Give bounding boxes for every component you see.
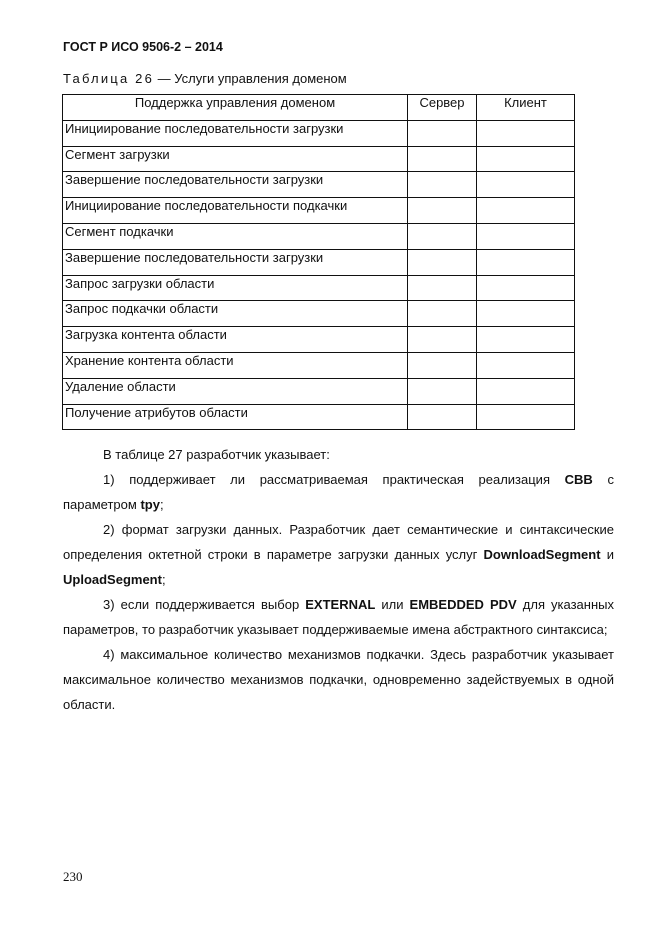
domain-management-table [62, 94, 575, 430]
table-caption-title: — Услуги управления доменом [157, 71, 347, 86]
item-2-term-download-segment: DownloadSegment [483, 547, 601, 562]
item-3-text-c: или [375, 597, 410, 612]
item-4-paragraph: 4) максимальное количество механизмов подкачки. Здесь разработчик указывает максимальное количество механизмов подкачки, одновременно задействуемых в одной области. [63, 647, 614, 712]
service-name-cell: Завершение последовательности загрузки [63, 172, 408, 198]
server-cell [408, 120, 477, 146]
table-row [63, 223, 575, 249]
table-row [63, 198, 575, 224]
item-3-term-external: EXTERNAL [305, 597, 376, 612]
table-row [63, 146, 575, 172]
table-row [63, 249, 575, 275]
table-row [63, 352, 575, 378]
header-client: Клиент [477, 95, 575, 121]
header-domain-support: Поддержка управления доменом [63, 95, 408, 121]
client-cell [477, 352, 575, 378]
table-caption-label: Таблица 26 [63, 71, 155, 86]
item-1-paragraph [63, 467, 614, 517]
server-cell [408, 223, 477, 249]
table-row [63, 327, 575, 353]
intro-paragraph: В таблице 27 разработчик указывает: [103, 447, 330, 462]
table-row [63, 120, 575, 146]
item-2-text-a: 2) формат загрузки данных. Разработчик дает семантические и синтаксические определения октетной строки в параметре загрузки данных услуг [63, 522, 614, 562]
server-cell [408, 301, 477, 327]
item-1-text-e: ; [159, 497, 164, 512]
standard-header: ГОСТ Р ИСО 9506-2 – 2014 [63, 40, 223, 54]
body-text [63, 442, 614, 717]
item-1-text-a: 1) поддерживает ли рассматриваемая практическая реализация [103, 472, 565, 487]
item-1-term-tpy: tpy [140, 497, 160, 512]
table-row [63, 301, 575, 327]
client-cell [477, 404, 575, 430]
client-cell [477, 146, 575, 172]
service-name-cell: Инициирование последовательности подкачки [63, 198, 408, 224]
client-cell [477, 198, 575, 224]
item-3-term-embedded-pdv: EMBEDDED PDV [409, 597, 517, 612]
item-1-text-c: с параметром [63, 472, 614, 512]
server-cell [408, 172, 477, 198]
service-name-cell: Сегмент загрузки [63, 146, 408, 172]
table-row [63, 378, 575, 404]
client-cell [477, 223, 575, 249]
table-row [63, 172, 575, 198]
service-name-cell: Сегмент подкачки [63, 223, 408, 249]
item-2-text-e: ; [161, 572, 166, 587]
item-2-paragraph [63, 517, 614, 592]
server-cell [408, 378, 477, 404]
service-name-cell: Запрос подкачки области [63, 301, 408, 327]
item-1-term-svv: СВВ [564, 472, 593, 487]
client-cell [477, 378, 575, 404]
service-name-cell: Удаление области [63, 378, 408, 404]
item-2-term-upload-segment: UploadSegment [63, 572, 162, 587]
header-server: Сервер [408, 95, 477, 121]
server-cell [408, 249, 477, 275]
table-row [63, 404, 575, 430]
client-cell [477, 327, 575, 353]
server-cell [408, 198, 477, 224]
server-cell [408, 146, 477, 172]
service-name-cell: Хранение контента области [63, 352, 408, 378]
server-cell [408, 327, 477, 353]
client-cell [477, 120, 575, 146]
service-name-cell: Получение атрибутов области [63, 404, 408, 430]
client-cell [477, 301, 575, 327]
item-2-text-c: и [600, 547, 614, 562]
client-cell [477, 172, 575, 198]
server-cell [408, 352, 477, 378]
table-row [63, 275, 575, 301]
client-cell [477, 249, 575, 275]
item-3-text-e: для указанных параметров, то разработчик указывает поддерживаемые имена абстрактного синтаксиса; [63, 597, 614, 637]
item-3-text-a: 3) если поддерживается выбор [103, 597, 306, 612]
server-cell [408, 404, 477, 430]
item-3-paragraph [63, 592, 614, 642]
table-header-row [63, 95, 575, 121]
server-cell [408, 275, 477, 301]
page-number: 230 [63, 869, 83, 884]
service-name-cell: Инициирование последовательности загрузки [63, 120, 408, 146]
service-name-cell: Запрос загрузки области [63, 275, 408, 301]
client-cell [477, 275, 575, 301]
service-name-cell: Завершение последовательности загрузки [63, 249, 408, 275]
table-caption [63, 71, 347, 86]
service-name-cell: Загрузка контента области [63, 327, 408, 353]
